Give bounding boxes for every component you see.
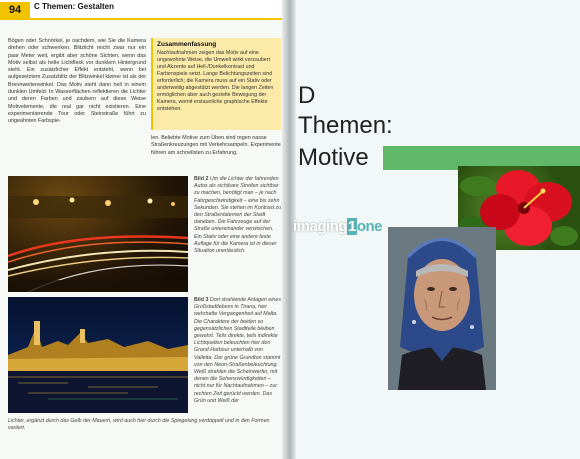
harbour-illustration bbox=[8, 297, 188, 413]
light-trails-illustration bbox=[8, 176, 188, 292]
watermark-digit: 1 bbox=[348, 218, 356, 235]
night-traffic-photo bbox=[8, 176, 188, 292]
page-number: 94 bbox=[0, 2, 30, 18]
header-rule bbox=[0, 18, 282, 20]
figure-caption-1 bbox=[194, 176, 282, 255]
running-head-title: C Themen: Gestalten bbox=[34, 2, 115, 11]
harbour-night-photo bbox=[8, 297, 188, 413]
watermark-word-imaging: imaging bbox=[293, 218, 348, 235]
summary-box bbox=[151, 38, 281, 130]
watermark-word-one: one bbox=[356, 218, 383, 235]
figure-label-2: Bild 3 bbox=[194, 297, 209, 303]
summary-text: Nachtaufnahmen zeigen das Motiv auf eine ungewohnte Weise, die Umwelt wirkt verzaubert und Akzente auf Hell-/Dunkelkontrast und Farbenspiele setzt. Lange Belichtungszeiten sind erforderlich; die Kamera muss auf ein Stativ oder anderweitig abgestützt werden. Die langen Zeiten ermöglichen aber auch gezielte Bewegung der Kamera, womit erstaunliche graphische Effekte entstehen. bbox=[157, 50, 274, 112]
chapter-letter: D bbox=[298, 82, 316, 109]
figure-text-2: Dort strahlende Anlagen eines Großstadtlebens in Tirana, hier wehrhafte Vergangenheit auf Malta. Die Charaktere der beiden so gegensätzlichen Stadtteile bleiben gewahrt. Teils direkte, teils indirekte Lichtquellen beleuchten hier den Grand Harbour unterhalb von Valletta. Der grüne Grundton stammt von den Neon-Straßenbeleuchtung. Weiß strahlen die Scheinwerfer, mit denen die Sehenswürdigkeiten – nicht nur für Nachtaufnahmen – zur rechten Zeit gerückt werden. Das Grün und Weiß der bbox=[194, 297, 281, 404]
portrait-illustration bbox=[388, 227, 496, 390]
body-paragraph-2: len. Beliebte Motive zum Üben sind regen nasse Straßenkreuzungen mit Verkehrsampeln. Experimente führen am schnellsten zu Erfahrung. bbox=[151, 135, 281, 156]
summary-title: Zusammenfassung bbox=[157, 41, 217, 48]
figure-caption-2 bbox=[194, 297, 282, 405]
chapter-title-line-1: Themen: bbox=[298, 112, 393, 139]
figure-label-1: Bild 2 bbox=[194, 176, 209, 182]
figure-text-1: Um die Lichter der fahrenden Autos als sichtbare Streifen sichtbar zu machen, benötigt man – je nach Fahrgeschwindigkeit – eine bis zehn Sekunden. Sie stehen im Kontrast zu den Straßenlaternen der Stadt daneben. Die Fahrzeuge auf der Straße untereinander verwischen. Ein Stativ oder eine andere feste Auflage für die Kamera ist in dieser Situation unerlässlich. bbox=[194, 176, 282, 255]
body-paragraph-1: Bögen oder Schnörkel, je nachdem, wie Sie die Kamera drehen oder schwenken. Blitzlicht reicht zwar nur ein paar Meter weit, ergibt aber schöne Sichten, wenn das Motiv selbst als helle Lichtfleck vor dunklem Hintergrund steht. Ein zusätzlicher Effekt entsteht, wenn bei aufgesetztem Zusatzblitz der Blitzwinkel kleiner ist als der Brennweitenwinkel. Das Motiv steht dann hell in einem dunklen Umfeld. In Wasserflächen reflektieren die Lichter und deren Farben und zaubern auf diese Weise Motivelemente, die real gar nicht existieren. Eine experimentierende Tour oder Steinstraße führt zu ungeahnten Farbspie- bbox=[8, 38, 146, 125]
chapter-title-line-2: Motive bbox=[298, 144, 369, 171]
elderly-woman-portrait bbox=[388, 227, 496, 390]
imaging-one-watermark bbox=[293, 218, 382, 235]
caption-continuation: Lichter, ergänzt durch das Gelb der Mauern, wird auch hier durch die Spiegelung verdoppelt und in den Formen variiert. bbox=[8, 418, 270, 432]
